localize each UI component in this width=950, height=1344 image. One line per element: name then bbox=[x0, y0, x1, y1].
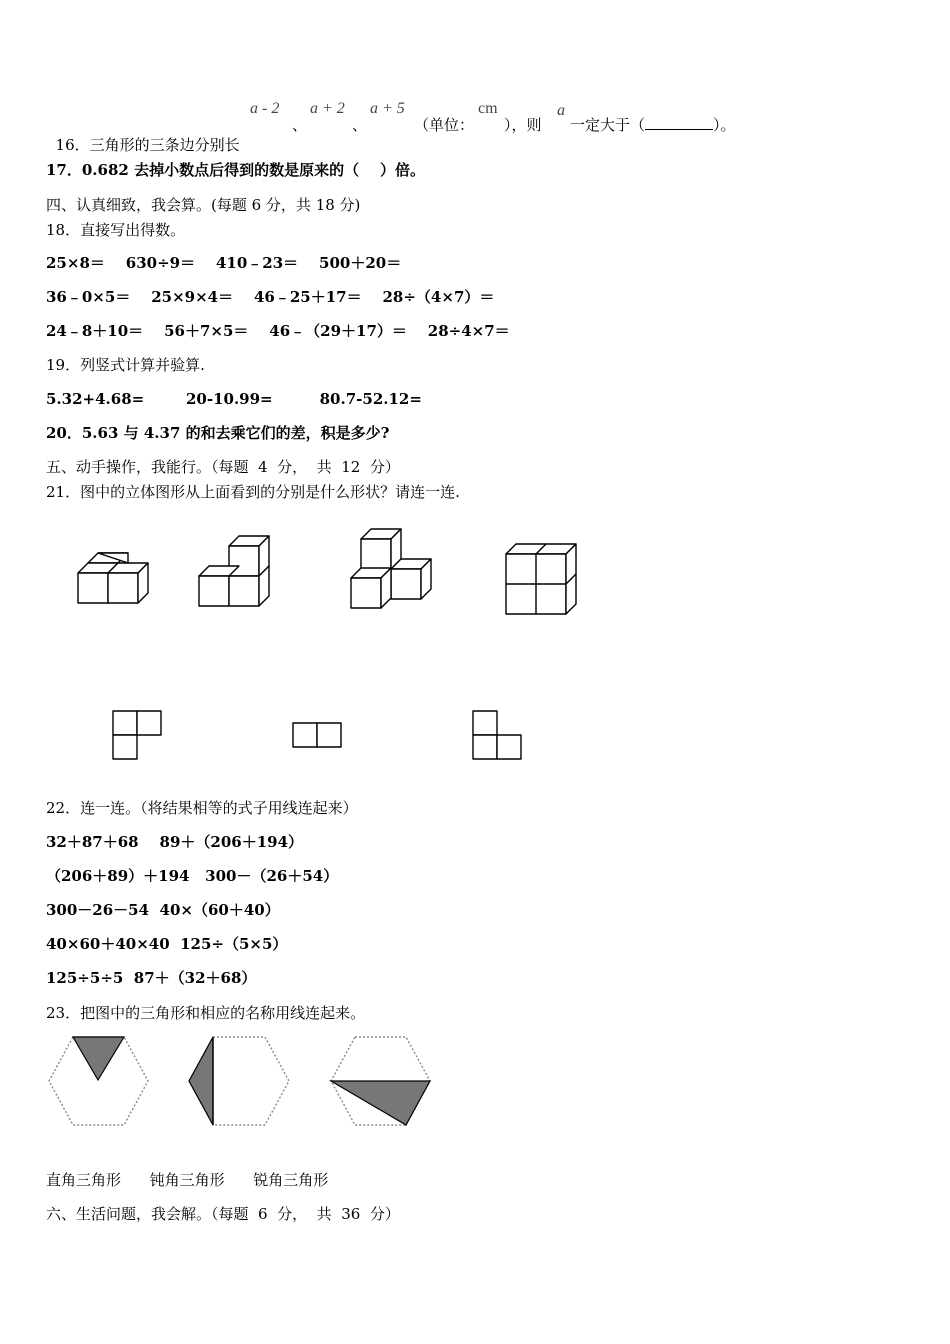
q16-unit: cm bbox=[478, 100, 498, 117]
section-5-heading: 五、动手操作，我能行。（每题 4 分， 共 12 分） bbox=[46, 458, 400, 476]
q18-row-2: 36﹣0×5＝ 25×9×4＝ 46﹣25＋17＝ 28÷（4×7）＝ bbox=[46, 288, 495, 306]
q18-row-1: 25×8＝ 630÷9＝ 410﹣23＝ 500＋20＝ bbox=[46, 254, 402, 272]
q19-row: 5.32+4.68= 20-10.99= 80.7-52.12= bbox=[46, 390, 422, 408]
section-6-heading: 六、生活问题，我会解。（每题 6 分， 共 36 分） bbox=[46, 1205, 400, 1223]
q16-suffix-b: ）。 bbox=[713, 116, 736, 134]
question-22-title: 22．连一连。（将结果相等的式子用线连起来） bbox=[46, 799, 358, 817]
q16-prefix: 16．三角形的三条边分别长 bbox=[55, 136, 240, 154]
q22-row-3: 300－26－54 40×（60＋40） bbox=[46, 901, 280, 919]
q16-var: a bbox=[557, 102, 565, 119]
q16-expr-3: a + 5 bbox=[370, 100, 405, 117]
q16-expr-2: a + 2 bbox=[310, 100, 345, 117]
q22-row-5: 125÷5÷5 87＋（32＋68） bbox=[46, 969, 257, 987]
question-20: 20．5.63 与 4.37 的和去乘它们的差，积是多少? bbox=[46, 424, 390, 442]
q16-sep-1: 、 bbox=[292, 116, 308, 134]
q18-row-3: 24﹣8＋10＝ 56＋7×5＝ 46﹣（29＋17）＝ 28÷4×7＝ bbox=[46, 322, 510, 340]
section-4-heading: 四、认真细致，我会算。(每题 6 分，共 18 分) bbox=[46, 196, 361, 214]
q16-sep-2: 、 bbox=[352, 116, 368, 134]
question-23-title: 23．把图中的三角形和相应的名称用线连起来。 bbox=[46, 1004, 366, 1022]
hexagon-figure-1 bbox=[49, 1037, 148, 1125]
hexagon-figure-2 bbox=[189, 1037, 289, 1125]
q16-unit-open: （单位： bbox=[414, 116, 475, 134]
question-21: 21．图中的立体图形从上面看到的分别是什么形状？请连一连. bbox=[46, 483, 460, 501]
question-19-title: 19．列竖式计算并验算. bbox=[46, 356, 205, 374]
question-17: 17．0.682 去掉小数点后得到的数是原来的（ ）倍。 bbox=[46, 161, 425, 179]
q16-unit-close: ），则 bbox=[504, 116, 542, 134]
hexagon-figure-3 bbox=[331, 1037, 430, 1125]
question-18-title: 18．直接写出得数。 bbox=[46, 221, 186, 239]
q22-row-2: （206＋89）＋194 300－（26＋54） bbox=[46, 867, 339, 885]
q16-expr-1: a - 2 bbox=[250, 100, 280, 117]
q16-suffix-a: 一定大于（ bbox=[570, 116, 646, 134]
q22-row-1: 32＋87＋68 89＋（206＋194） bbox=[46, 833, 304, 851]
q22-row-4: 40×60＋40×40 125÷（5×5） bbox=[46, 935, 288, 953]
q23-labels: 直角三角形 钝角三角形 锐角三角形 bbox=[46, 1171, 329, 1189]
